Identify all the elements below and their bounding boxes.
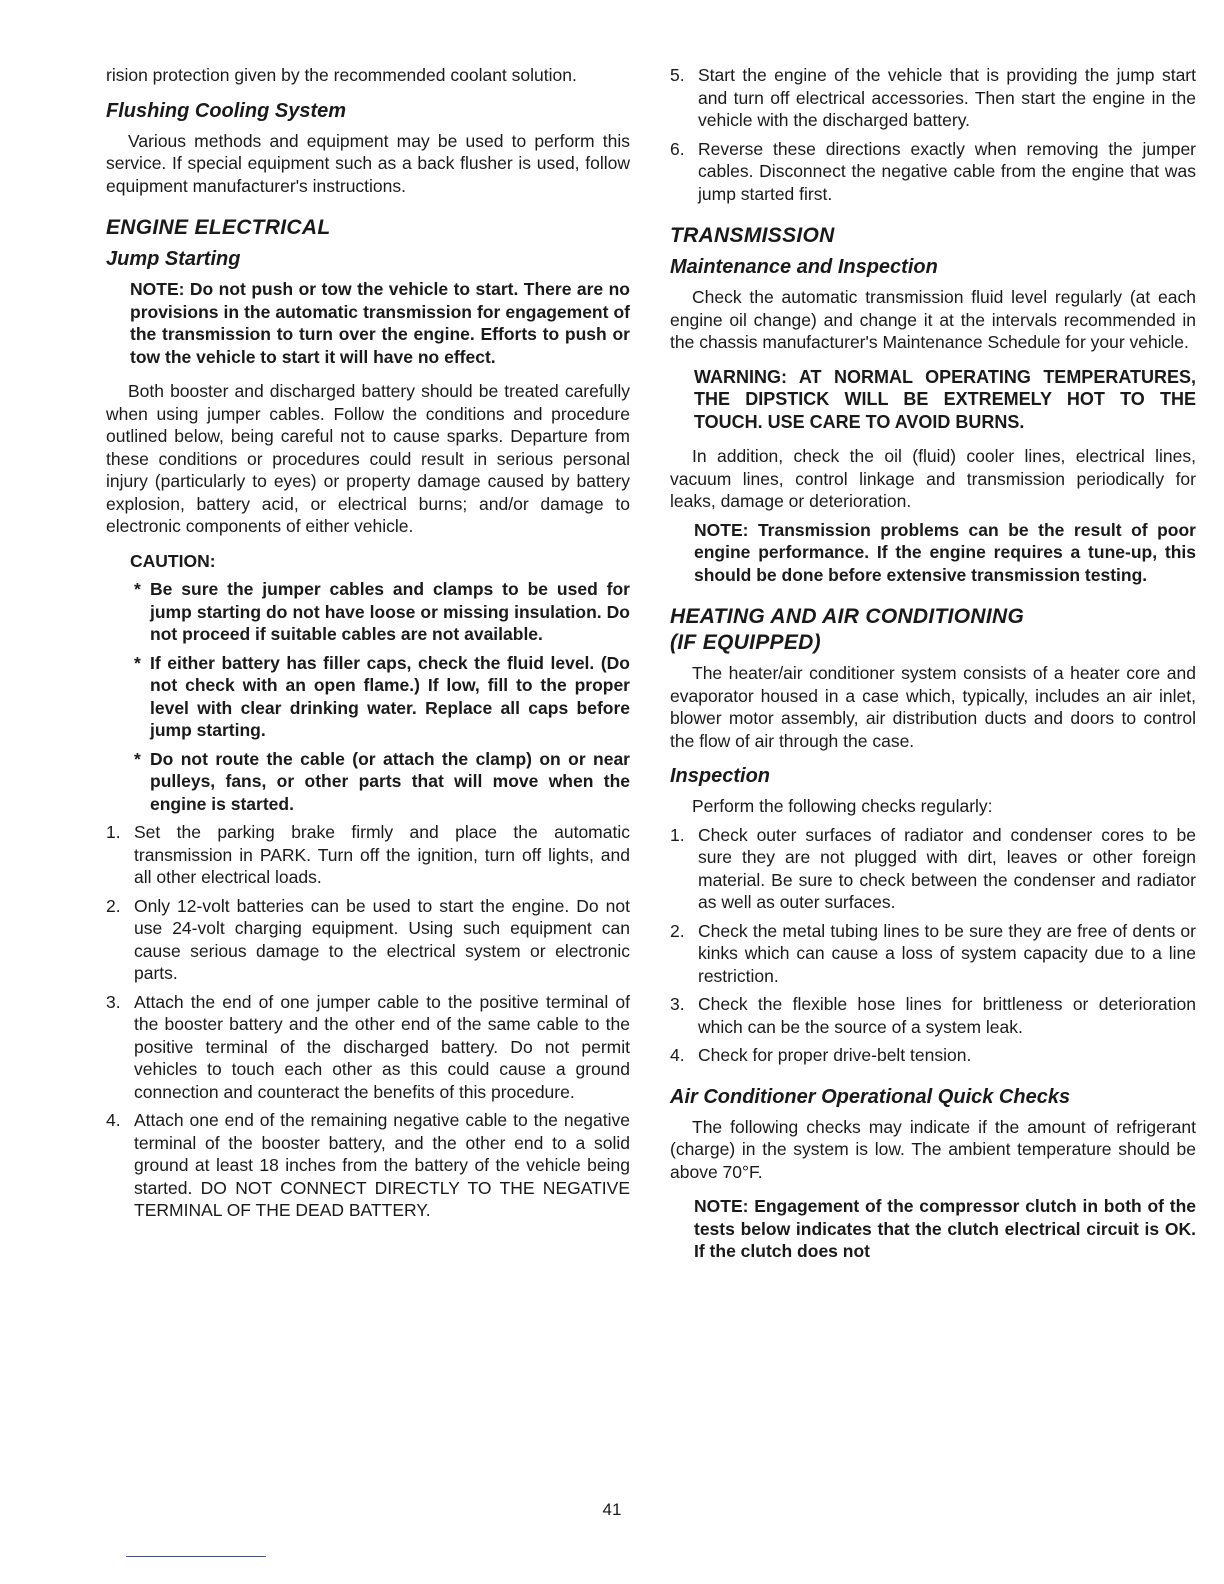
flushing-body: Various methods and equipment may be used to perform this service. If special equipment such as a back flusher is used, follow equipment manufacturer's instructions. bbox=[106, 130, 630, 196]
caution-item: * Be sure the jumper cables and clamps to be used for jump starting do not have loose or missing insulation. Do not proceed if suitable cables are not available. bbox=[134, 579, 630, 644]
inspection-intro: Perform the following checks regularly: bbox=[692, 796, 993, 816]
right-column bbox=[670, 64, 1196, 1263]
page-number: 41 bbox=[602, 1500, 622, 1519]
caution-list bbox=[106, 578, 630, 815]
transmission-warning: WARNING: AT NORMAL OPERATING TEMPERATURES, THE DIPSTICK WILL BE EXTREMELY HOT TO THE TOUCH. USE CARE TO AVOID BURNS. bbox=[694, 366, 1196, 432]
inspection-checks-list bbox=[670, 824, 1196, 1067]
quick-checks-note: NOTE: Engagement of the compressor clutch in both of the tests below indicates that the clutch electrical circuit is OK. If the clutch does not bbox=[694, 1196, 1196, 1261]
quick-checks-body: The following checks may indicate if the amount of refrigerant (charge) in the system is low. The ambient temperature should be above 70°F. bbox=[670, 1116, 1196, 1182]
step-item: 3. Attach the end of one jumper cable to the positive terminal of the booster battery and the other end of the same cable to the positive terminal of the discharged battery. Do not permit vehicles to touch each other as this could cause a ground connection and counteract the benefits of this procedure. bbox=[106, 991, 630, 1102]
bullet-star: * bbox=[134, 652, 141, 673]
jump-steps-list bbox=[106, 821, 630, 1222]
jump-starting-heading: Jump Starting bbox=[106, 248, 241, 270]
quick-checks-heading: Air Conditioner Operational Quick Checks bbox=[670, 1085, 1071, 1108]
transmission-note: NOTE: Transmission problems can be the result of poor engine performance. If the engine requires a tune-up, this should be done before extensive transmission testing. bbox=[694, 519, 1196, 585]
step-item: 2. Only 12-volt batteries can be used to start the engine. Do not use 24-volt charging equipment. Using such equipment can cause serious damage to the electrical system or electronic parts. bbox=[106, 895, 630, 983]
check-item: 1. Check outer surfaces of radiator and condenser cores to be sure they are not plugged with dirt, leaves or other foreign material. Be sure to check between the condenser and radiator as well as outer surfaces. bbox=[670, 824, 1196, 912]
step-item: 1. Set the parking brake firmly and place the automatic transmission in PARK. Turn off the ignition, turn off lights, and all other electrical loads. bbox=[106, 822, 630, 887]
transmission-body: Check the automatic transmission fluid level regularly (at each engine oil change) and change it at the intervals recommended in the chassis manufacturer's Maintenance Schedule for your vehicle. bbox=[670, 287, 1196, 352]
footer-rule bbox=[126, 1556, 266, 1557]
check-item: 2. Check the metal tubing lines to be sure they are free of dents or kinks which can cause a loss of system capacity due to a line restriction. bbox=[670, 920, 1196, 986]
flushing-heading: Flushing Cooling System bbox=[106, 99, 347, 122]
bullet-star: * bbox=[134, 748, 141, 769]
caution-label: CAUTION: bbox=[130, 550, 216, 571]
step-item: 4. Attach one end of the remaining negative cable to the negative terminal of the booster battery, and the other end to a solid ground at least 18 inches from the battery of the vehicle being started. DO NOT CONNECT DIRECTLY TO THE NEGATIVE TERMINAL OF THE DEAD BATTERY. bbox=[106, 1110, 630, 1220]
left-column bbox=[106, 64, 630, 1222]
jump-starting-note: NOTE: Do not push or tow the vehicle to start. There are no provisions in the automatic transmission for engagement of the transmission to turn over the engine. Efforts to push or tow the vehicle to start it will have no effect. bbox=[130, 279, 630, 367]
hvac-heading: HEATING AND AIR CONDITIONING (IF EQUIPPED) bbox=[670, 605, 1025, 654]
transmission-heading: TRANSMISSION bbox=[670, 224, 835, 247]
bullet-star: * bbox=[134, 579, 141, 599]
check-item: 4. Check for proper drive-belt tension. bbox=[670, 1045, 972, 1065]
check-item: 3. Check the flexible hose lines for brittleness or deterioration which can be the source of a system leak. bbox=[670, 994, 1196, 1037]
engine-electrical-heading: ENGINE ELECTRICAL bbox=[106, 216, 331, 239]
inspection-heading: Inspection bbox=[670, 765, 771, 787]
intro-text: rision protection given by the recommended coolant solution. bbox=[106, 65, 577, 85]
hvac-body: The heater/air conditioner system consists of a heater core and evaporator housed in a case which, typically, includes an air inlet, blower motor assembly, air distribution ducts and doors to control the flow of air through the case. bbox=[670, 663, 1196, 751]
transmission-body-2: In addition, check the oil (fluid) cooler lines, electrical lines, vacuum lines, control linkage and transmission periodically for leaks, damage or deterioration. bbox=[670, 446, 1196, 511]
caution-item: * Do not route the cable (or attach the clamp) on or near pulleys, fans, or other parts that will move when the engine is started. bbox=[134, 748, 630, 814]
maintenance-heading: Maintenance and Inspection bbox=[670, 256, 938, 278]
jump-starting-body: Both booster and discharged battery should be treated carefully when using jumper cables. Follow the conditions and procedure outlined below, being careful not to cause sparks. Departure from these conditions or procedures could result in serious personal injury (particularly to eyes) or property damage caused by battery explosion, battery acid, or electrical burns; and/or damage to electronic components of either vehicle. bbox=[106, 381, 630, 536]
step-item: 5. Start the engine of the vehicle that is providing the jump start and turn off electrical accessories. Then start the engine in the vehicle with the discharged battery. bbox=[670, 65, 1196, 130]
step-item: 6. Reverse these directions exactly when removing the jumper cables. Disconnect the negative cable from the engine that was jump started first. bbox=[670, 138, 1196, 204]
jump-steps-continued bbox=[670, 64, 1196, 205]
caution-item: * If either battery has filler caps, check the fluid level. (Do not check with an open flame.) If low, fill to the proper level with clear drinking water. Replace all caps before jump starting. bbox=[134, 652, 630, 740]
